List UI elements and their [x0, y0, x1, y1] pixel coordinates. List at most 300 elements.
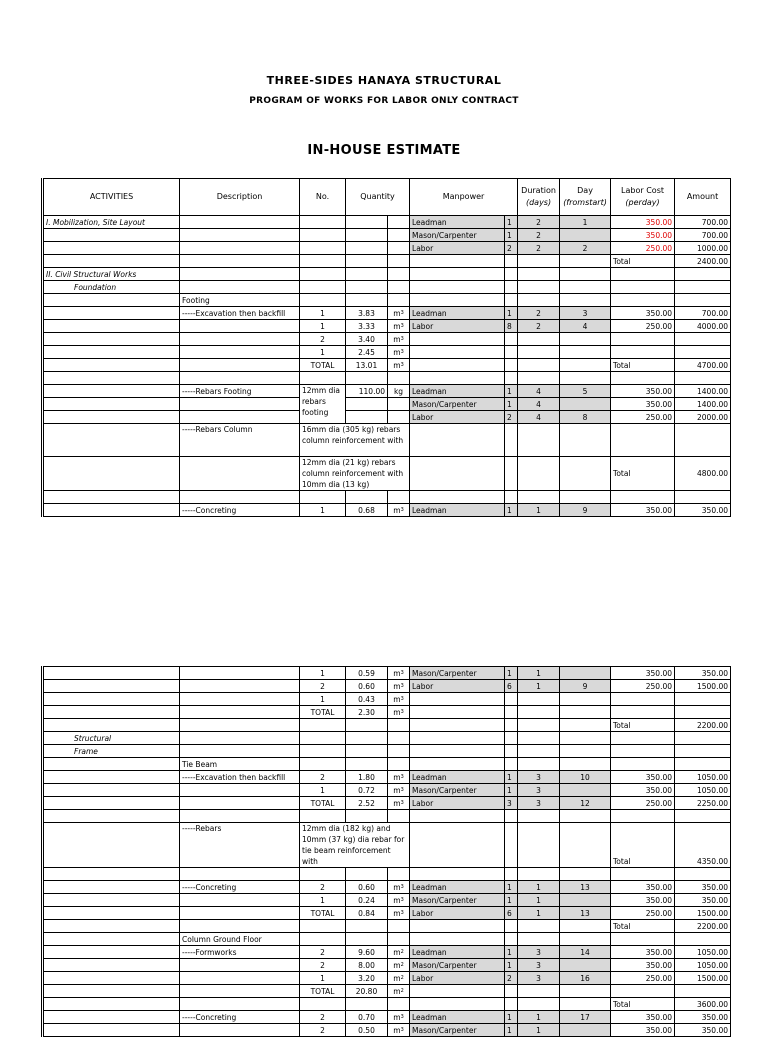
rebars-column-desc-1: 16mm dia (305 kg) rebars column reinforcement with: [300, 424, 410, 457]
empty-cell: [43, 398, 180, 411]
empty-cell: [346, 255, 388, 268]
header-labor-cost-label: Labor Cost: [621, 186, 664, 195]
empty-cell: [388, 216, 410, 229]
empty-cell: [505, 823, 518, 868]
no-cell: 1: [300, 346, 346, 359]
empty-cell: [346, 491, 388, 504]
header-amount: Amount: [675, 179, 731, 216]
table-row: [43, 745, 731, 758]
empty-cell: [180, 242, 300, 255]
amount-cell: 1050.00: [675, 946, 731, 959]
empty-cell: [300, 372, 346, 385]
no-cell: 1: [300, 693, 346, 706]
table-row: [43, 424, 731, 457]
table-row: [43, 959, 731, 972]
empty-cell: [410, 268, 505, 281]
empty-cell: [180, 972, 300, 985]
empty-cell: [180, 320, 300, 333]
unit-label: m: [393, 694, 401, 704]
document-title: THREE-SIDES HANAYA STRUCTURAL: [266, 74, 502, 87]
quantity-cell: 2.52: [346, 797, 388, 810]
unit-exponent: 3: [400, 682, 404, 689]
unit-cell: [388, 359, 410, 372]
no-cell: 2: [300, 771, 346, 784]
empty-cell: [300, 268, 346, 281]
no-cell: 1: [300, 894, 346, 907]
unit-label: m: [393, 308, 401, 318]
day-cell: 4: [560, 320, 611, 333]
unit-exponent: 2: [400, 974, 404, 981]
header-labor-cost-unit: (perday): [625, 198, 660, 207]
no-cell: 1: [300, 320, 346, 333]
empty-cell: [43, 346, 180, 359]
header-quantity: Quantity: [346, 179, 410, 216]
empty-cell: [505, 457, 518, 491]
empty-cell: [611, 868, 675, 881]
empty-cell: [180, 268, 300, 281]
empty-cell: [560, 333, 611, 346]
empty-cell: [43, 359, 180, 372]
manpower-cell: Leadman: [410, 771, 505, 784]
empty-cell: [43, 920, 180, 933]
empty-cell: [300, 745, 346, 758]
day-cell: [560, 784, 611, 797]
crew-cell: 1: [505, 229, 518, 242]
activity-subheading: Frame: [43, 745, 180, 758]
empty-cell: [410, 346, 505, 359]
empty-cell: [300, 216, 346, 229]
empty-cell: [43, 372, 180, 385]
quantity-cell: 3.83: [346, 307, 388, 320]
empty-cell: [43, 933, 180, 946]
empty-cell: [388, 372, 410, 385]
quantity-cell: 3.40: [346, 333, 388, 346]
empty-cell: [43, 972, 180, 985]
empty-cell: [180, 693, 300, 706]
empty-cell: [518, 294, 560, 307]
table-row: [43, 346, 731, 359]
manpower-cell: Labor: [410, 797, 505, 810]
description-cell: -----Rebars Footing: [180, 385, 300, 398]
empty-cell: [518, 719, 560, 732]
day-cell: 3: [560, 307, 611, 320]
description-cell: Footing: [180, 294, 300, 307]
manpower-cell: Leadman: [410, 881, 505, 894]
empty-cell: [410, 491, 505, 504]
unit-exponent: 3: [400, 773, 404, 780]
crew-cell: 1: [505, 216, 518, 229]
duration-cell: 3: [518, 972, 560, 985]
empty-cell: [388, 294, 410, 307]
empty-cell: [180, 216, 300, 229]
labor-cost-cell: 250.00: [611, 242, 675, 255]
empty-cell: [675, 758, 731, 771]
amount-cell: 700.00: [675, 307, 731, 320]
table-row: [43, 255, 731, 268]
empty-cell: [611, 268, 675, 281]
empty-cell: [180, 372, 300, 385]
empty-cell: [346, 933, 388, 946]
amount-cell: 350.00: [675, 881, 731, 894]
unit-label: m: [393, 798, 401, 808]
empty-cell: [560, 985, 611, 998]
day-cell: 8: [560, 411, 611, 424]
empty-cell: [180, 667, 300, 680]
unit-cell: [388, 985, 410, 998]
amount-cell: 350.00: [675, 1024, 731, 1037]
crew-cell: 1: [505, 667, 518, 680]
empty-cell: [560, 359, 611, 372]
table-row: [43, 242, 731, 255]
empty-cell: [43, 693, 180, 706]
labor-cost-cell: 350.00: [611, 229, 675, 242]
no-cell: 2: [300, 333, 346, 346]
table-row: [43, 946, 731, 959]
no-cell: 2: [300, 959, 346, 972]
empty-cell: [560, 719, 611, 732]
unit-cell: [388, 667, 410, 680]
empty-cell: [505, 758, 518, 771]
unit-exponent: 3: [400, 909, 404, 916]
empty-cell: [180, 706, 300, 719]
unit-label: m: [393, 668, 401, 678]
unit-cell: [388, 320, 410, 333]
unit-exponent: 3: [400, 1013, 404, 1020]
amount-cell: 350.00: [675, 667, 731, 680]
empty-cell: [560, 294, 611, 307]
empty-cell: [611, 732, 675, 745]
empty-cell: [43, 823, 180, 868]
estimate-table-page1: [41, 178, 731, 517]
table-row: [43, 920, 731, 933]
empty-cell: [505, 732, 518, 745]
no-cell: 1: [300, 307, 346, 320]
empty-cell: [505, 985, 518, 998]
empty-cell: [180, 907, 300, 920]
header-no: No.: [300, 179, 346, 216]
duration-cell: 1: [518, 1011, 560, 1024]
crew-cell: 1: [505, 784, 518, 797]
manpower-cell: Leadman: [410, 504, 505, 517]
unit-cell: [388, 504, 410, 517]
empty-cell: [505, 693, 518, 706]
manpower-cell: Labor: [410, 680, 505, 693]
empty-cell: [560, 810, 611, 823]
empty-cell: [410, 985, 505, 998]
empty-cell: [388, 998, 410, 1011]
crew-cell: 2: [505, 972, 518, 985]
labor-cost-cell: 350.00: [611, 959, 675, 972]
empty-cell: [43, 868, 180, 881]
empty-cell: [560, 758, 611, 771]
empty-cell: [43, 491, 180, 504]
empty-cell: [505, 998, 518, 1011]
manpower-cell: Mason/Carpenter: [410, 398, 505, 411]
duration-cell: 3: [518, 797, 560, 810]
amount-cell: 1500.00: [675, 907, 731, 920]
unit-cell: kg: [388, 385, 410, 398]
labor-cost-cell: 350.00: [611, 398, 675, 411]
unit-cell: [388, 307, 410, 320]
unit-exponent: 3: [400, 309, 404, 316]
empty-cell: [675, 424, 731, 457]
no-cell: 2: [300, 1024, 346, 1037]
empty-cell: [180, 998, 300, 1011]
duration-cell: 1: [518, 680, 560, 693]
empty-cell: [410, 998, 505, 1011]
unit-exponent: 2: [400, 948, 404, 955]
empty-cell: [180, 281, 300, 294]
unit-label: m: [393, 681, 401, 691]
empty-cell: [346, 398, 388, 411]
table-row: [43, 732, 731, 745]
crew-cell: 1: [505, 398, 518, 411]
empty-cell: [43, 255, 180, 268]
empty-cell: [675, 281, 731, 294]
empty-cell: [518, 745, 560, 758]
unit-exponent: 3: [400, 708, 404, 715]
description-cell: -----Concreting: [180, 504, 300, 517]
empty-cell: [675, 745, 731, 758]
table-row: [43, 868, 731, 881]
manpower-cell: Leadman: [410, 307, 505, 320]
empty-cell: [388, 920, 410, 933]
empty-cell: [180, 784, 300, 797]
header-manpower: Manpower: [410, 179, 518, 216]
header-duration-unit: (days): [525, 198, 552, 207]
crew-cell: 1: [505, 307, 518, 320]
empty-cell: [560, 491, 611, 504]
unit-label: m: [393, 707, 401, 717]
empty-cell: [505, 268, 518, 281]
unit-exponent: 3: [400, 695, 404, 702]
manpower-cell: Leadman: [410, 385, 505, 398]
empty-cell: [560, 998, 611, 1011]
empty-cell: [180, 894, 300, 907]
duration-cell: 1: [518, 907, 560, 920]
description-cell: -----Concreting: [180, 881, 300, 894]
day-cell: [560, 1024, 611, 1037]
empty-cell: [388, 758, 410, 771]
empty-cell: [300, 281, 346, 294]
unit-exponent: 3: [400, 799, 404, 806]
table-row: [43, 771, 731, 784]
quantity-cell: 0.84: [346, 907, 388, 920]
crew-cell: 2: [505, 242, 518, 255]
rebars-footing-desc: 12mm dia rebars footing: [300, 385, 346, 424]
quantity-cell: 0.72: [346, 784, 388, 797]
description-cell: -----Excavation then backfill: [180, 771, 300, 784]
manpower-cell: Mason/Carpenter: [410, 894, 505, 907]
empty-cell: [560, 933, 611, 946]
empty-cell: [43, 667, 180, 680]
empty-cell: [43, 758, 180, 771]
empty-cell: [505, 359, 518, 372]
empty-cell: [518, 346, 560, 359]
unit-exponent: 3: [400, 1026, 404, 1033]
manpower-cell: Mason/Carpenter: [410, 784, 505, 797]
empty-cell: [518, 823, 560, 868]
unit-cell: [388, 706, 410, 719]
amount-cell: 2250.00: [675, 797, 731, 810]
day-cell: 17: [560, 1011, 611, 1024]
table-row: [43, 719, 731, 732]
description-cell: -----Concreting: [180, 1011, 300, 1024]
empty-cell: [675, 933, 731, 946]
empty-cell: [560, 372, 611, 385]
duration-cell: 3: [518, 784, 560, 797]
day-cell: 10: [560, 771, 611, 784]
empty-cell: [43, 706, 180, 719]
quantity-total-cell: 20.80: [346, 985, 388, 998]
unit-label: m: [393, 908, 401, 918]
table-row: [43, 411, 731, 424]
empty-cell: [180, 359, 300, 372]
empty-cell: [43, 797, 180, 810]
table-row: [43, 784, 731, 797]
labor-cost-cell: 250.00: [611, 797, 675, 810]
empty-cell: [388, 868, 410, 881]
duration-cell: 2: [518, 307, 560, 320]
amount-cell: 4000.00: [675, 320, 731, 333]
description-cell: -----Rebars: [180, 823, 300, 868]
empty-cell: [518, 985, 560, 998]
description-cell: -----Excavation then backfill: [180, 307, 300, 320]
estimate-heading: IN-HOUSE ESTIMATE: [307, 143, 461, 158]
table-row: [43, 881, 731, 894]
empty-cell: [180, 985, 300, 998]
labor-cost-cell: 350.00: [611, 385, 675, 398]
table-row: [43, 372, 731, 385]
description-cell: Tie Beam: [180, 758, 300, 771]
empty-cell: [346, 268, 388, 281]
amount-cell: 350.00: [675, 504, 731, 517]
table-row: [43, 504, 731, 517]
empty-cell: [410, 920, 505, 933]
empty-cell: [560, 424, 611, 457]
crew-cell: 1: [505, 1024, 518, 1037]
empty-cell: [300, 810, 346, 823]
no-cell: 2: [300, 680, 346, 693]
empty-cell: [388, 732, 410, 745]
empty-cell: [410, 281, 505, 294]
empty-cell: [300, 868, 346, 881]
empty-cell: [388, 719, 410, 732]
total-label: Total: [611, 823, 675, 868]
description-cell: -----Formworks: [180, 946, 300, 959]
labor-cost-cell: 350.00: [611, 667, 675, 680]
labor-cost-cell: 350.00: [611, 881, 675, 894]
duration-cell: 2: [518, 229, 560, 242]
empty-cell: [410, 810, 505, 823]
empty-cell: [675, 268, 731, 281]
crew-cell: 6: [505, 680, 518, 693]
no-cell: TOTAL: [300, 359, 346, 372]
table-row: [43, 1024, 731, 1037]
labor-cost-cell: 350.00: [611, 307, 675, 320]
empty-cell: [388, 745, 410, 758]
no-cell: TOTAL: [300, 985, 346, 998]
empty-cell: [388, 268, 410, 281]
table-row: [43, 998, 731, 1011]
crew-cell: 6: [505, 907, 518, 920]
empty-cell: [180, 732, 300, 745]
empty-cell: [560, 693, 611, 706]
unit-exponent: 3: [400, 322, 404, 329]
crew-cell: 1: [505, 504, 518, 517]
empty-cell: [560, 268, 611, 281]
labor-cost-cell: 250.00: [611, 972, 675, 985]
description-cell: -----Rebars Column: [180, 424, 300, 457]
duration-cell: 1: [518, 1024, 560, 1037]
empty-cell: [518, 706, 560, 719]
empty-cell: [388, 281, 410, 294]
empty-cell: [180, 333, 300, 346]
empty-cell: [611, 333, 675, 346]
duration-cell: 1: [518, 667, 560, 680]
empty-cell: [43, 719, 180, 732]
unit-cell: [388, 771, 410, 784]
labor-cost-cell: 350.00: [611, 1011, 675, 1024]
empty-cell: [675, 333, 731, 346]
empty-cell: [675, 706, 731, 719]
unit-cell: [388, 959, 410, 972]
empty-cell: [180, 959, 300, 972]
empty-cell: [43, 784, 180, 797]
labor-cost-cell: 350.00: [611, 784, 675, 797]
no-cell: 1: [300, 972, 346, 985]
empty-cell: [346, 745, 388, 758]
empty-cell: [410, 823, 505, 868]
unit-cell: [388, 1024, 410, 1037]
total-amount: 4350.00: [675, 823, 731, 868]
empty-cell: [346, 998, 388, 1011]
empty-cell: [505, 810, 518, 823]
empty-cell: [180, 797, 300, 810]
amount-cell: 1500.00: [675, 680, 731, 693]
empty-cell: [388, 810, 410, 823]
day-cell: [560, 398, 611, 411]
header-duration: [518, 179, 560, 216]
unit-exponent: 3: [400, 335, 404, 342]
empty-cell: [346, 758, 388, 771]
description-cell: Column Ground Floor: [180, 933, 300, 946]
manpower-cell: Labor: [410, 972, 505, 985]
empty-cell: [410, 693, 505, 706]
quantity-cell: 0.43: [346, 693, 388, 706]
amount-cell: 700.00: [675, 216, 731, 229]
header-day-unit: (fromstart): [563, 198, 607, 207]
unit-exponent: 3: [400, 348, 404, 355]
duration-cell: 1: [518, 504, 560, 517]
empty-cell: [518, 732, 560, 745]
empty-cell: [611, 693, 675, 706]
quantity-cell: 0.60: [346, 680, 388, 693]
table-row: [43, 385, 731, 398]
labor-cost-cell: 350.00: [611, 946, 675, 959]
labor-cost-cell: 250.00: [611, 411, 675, 424]
empty-cell: [300, 294, 346, 307]
empty-cell: [675, 985, 731, 998]
total-amount: 4700.00: [675, 359, 731, 372]
day-cell: 2: [560, 242, 611, 255]
empty-cell: [675, 294, 731, 307]
empty-cell: [300, 933, 346, 946]
table-row: [43, 810, 731, 823]
empty-cell: [43, 1024, 180, 1037]
table-row: [43, 281, 731, 294]
unit-label: m: [393, 347, 401, 357]
